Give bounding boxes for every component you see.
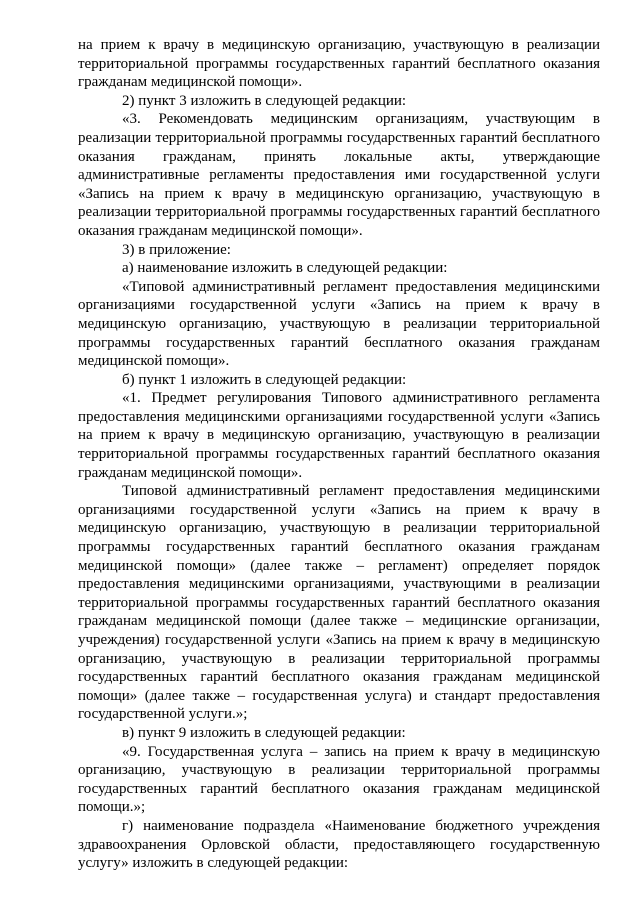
paragraph-item-3: 3) в приложение: (122, 241, 231, 258)
paragraph-clause-3: «3. Рекомендовать медицинским организациям, участвующим в реализации территориальной программы государственных гарантий бесплатного оказания гражданам, принять локальные акты, утверждающие административные регламенты предоставления ими государственной услуги «Запись на прием к врачу в медицинскую организацию, участвующую в реализации территориальной программы государственных гарантий бесплатного оказания гражданам медицинской помощи». (78, 111, 600, 239)
paragraph-clause-1: «1. Предмет регулирования Типового административного регламента предоставления медицинскими организациями государственной услуги «Запись на прием к врачу в медицинскую организацию, участвующую в реализации территориальной программы государственных гарантий бесплатного оказания гражданам медицинской помощи». (78, 390, 600, 481)
paragraph-subitem-b: б) пункт 1 изложить в следующей редакции: (122, 371, 407, 388)
paragraph-item-2: 2) пункт 3 изложить в следующей редакции: (122, 92, 407, 109)
paragraph-subitem-v: в) пункт 9 изложить в следующей редакции: (122, 724, 406, 741)
paragraph-subitem-g: г) наименование подраздела «Наименование бюджетного учреждения здравоохранения Орловской области, предоставляющего государственную услугу» изложить в следующей редакции: (78, 817, 600, 872)
document-page (78, 36, 600, 873)
paragraph-continuation: на прием к врачу в медицинскую организацию, участвующую в реализации территориальной программы государственных гарантий бесплатного оказания гражданам медицинской помощи». (78, 37, 600, 91)
paragraph-regulation-scope: Типовой административный регламент предоставления медицинскими организациями государственной услуги «Запись на прием к врачу в медицинскую организацию, участвующую в реализации территориальной программы государственных гарантий бесплатного оказания гражданам медицинской помощи» (далее также – регламент) определяет порядок предоставления медицинскими организациями, участвующими в реализации территориальной программы государственных гарантий бесплатного оказания гражданам медицинской помощи (далее также – медицинские организации, учреждения) государственной услуги «Запись на прием к врачу в медицинскую организацию, участвующую в реализации территориальной программы государственных гарантий бесплатного оказания гражданам медицинской помощи» (далее также – государственная услуга) и стандарт предоставления государственной услуги.»; (78, 483, 600, 723)
paragraph-regulation-title: «Типовой административный регламент предоставления медицинскими организациями государственной услуги «Запись на прием к врачу в медицинскую организацию, участвующую в реализации территориальной программы государственных гарантий бесплатного оказания гражданам медицинской помощи». (78, 278, 600, 370)
paragraph-subitem-a: а) наименование изложить в следующей редакции: (122, 260, 448, 277)
paragraph-clause-9: «9. Государственная услуга – запись на прием к врачу в медицинскую организацию, участвующую в реализации территориальной программы государственных гарантий бесплатного оказания гражданам медицинской помощи.»; (78, 743, 600, 816)
